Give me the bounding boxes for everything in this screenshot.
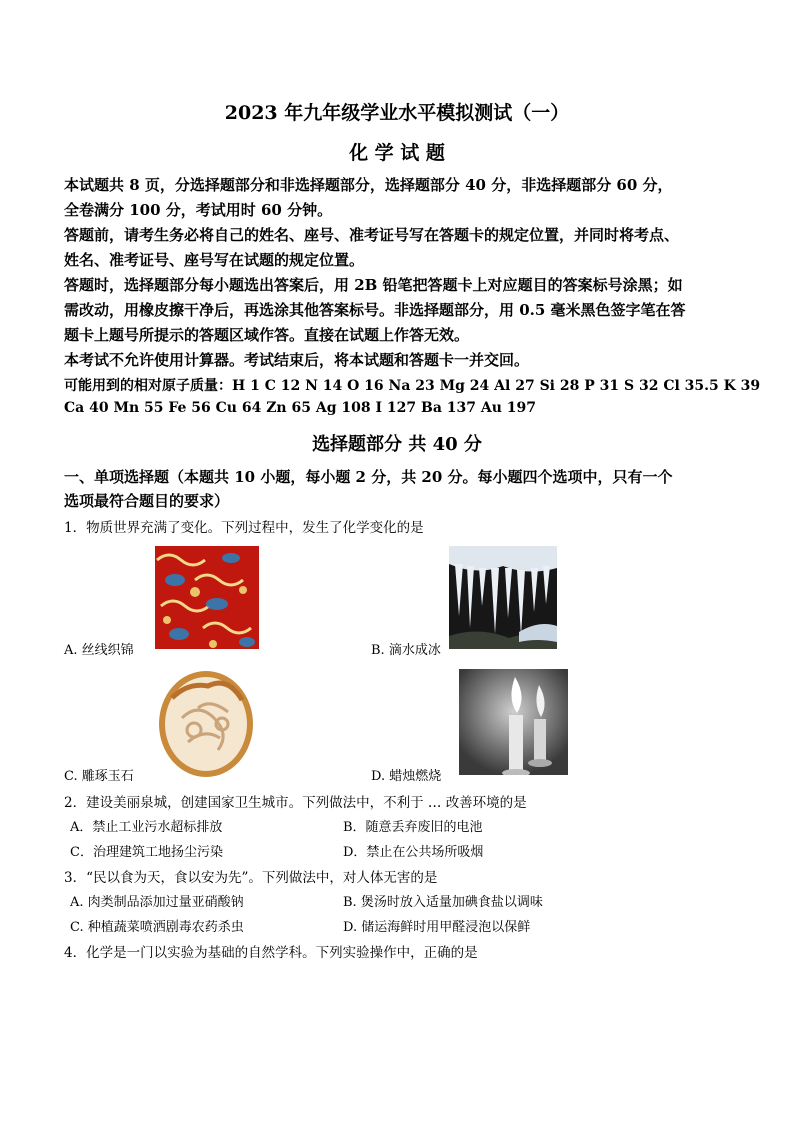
question-2-stem <box>64 791 527 811</box>
q3-option-a: A. 肉类制品添加过量亚硝酸钠 <box>70 895 244 910</box>
atomic-mass-line: Ca 40 Mn 55 Fe 56 Cu 64 Zn 65 Ag 108 I 127 Ba 137 Au 197 <box>64 400 537 416</box>
brocade-image <box>155 546 259 649</box>
part-heading: 选项最符合题目的要求） <box>64 492 230 510</box>
instruction-line: 全卷满分 100 分，考试用时 60 分钟。 <box>64 201 333 219</box>
q2-stem-text: 2．建设美丽泉城，创建国家卫生城市。下列做法中，不利于 <box>64 795 424 811</box>
q2-option-c: C．治理建筑工地扬尘污染 <box>70 845 223 860</box>
instruction-line: 本试题共 8 页，分选择题部分和非选择题部分，选择题部分 40 分，非选择题部分 60 分， <box>64 176 673 194</box>
q2-stem-end: 改善环境的是 <box>445 795 527 811</box>
question-4-stem: 4．化学是一门以实验为基础的自然学科。下列实验操作中，正确的是 <box>64 945 478 961</box>
q1-option-c: C. 雕琢玉石 <box>64 769 134 784</box>
q2-option-d: D．禁止在公共场所吸烟 <box>343 845 484 860</box>
candle-image <box>459 669 568 775</box>
q2-option-a: A．禁止工业污水超标排放 <box>70 820 223 835</box>
section-title: 选择题部分 共 40 分 <box>312 434 482 455</box>
part-heading: 一、单项选择题（本题共 10 小题，每小题 2 分，共 20 分。每小题四个选项中，只有一个 <box>64 468 673 486</box>
instruction-line: 答题时，选择题部分每小题选出答案后，用 2B 铅笔把答题卡上对应题目的答案标号涂黑；如 <box>64 276 683 294</box>
instruction-line: 本考试不允许使用计算器。考试结束后，将本试题和答题卡一并交回。 <box>64 351 530 369</box>
exam-title: 2023 年九年级学业水平模拟测试（一） <box>224 102 570 124</box>
instruction-line: 答题前，请考生务必将自己的姓名、座号、准考证号写在答题卡的规定位置，并同时将考点、 <box>64 226 680 244</box>
question-1-stem: 1．物质世界充满了变化。下列过程中，发生了化学变化的是 <box>64 520 424 536</box>
instruction-line: 题卡上题号所提示的答题区域作答。直接在试题上作答无效。 <box>64 326 470 344</box>
q3-option-c: C. 种植蔬菜喷洒剧毒农药杀虫 <box>70 920 244 935</box>
atomic-mass-line: 可能用到的相对原子质量：H 1 C 12 N 14 O 16 Na 23 Mg 24 Al 27 Si 28 P 31 S 32 Cl 35.5 K 39 <box>64 378 761 394</box>
q2-emphasis-dots: … <box>427 795 442 811</box>
subject-title: 化 学 试 题 <box>349 142 445 164</box>
q3-option-b: B. 煲汤时放入适量加碘食盐以调味 <box>343 895 543 910</box>
instruction-line: 需改动，用橡皮擦干净后，再选涂其他答案标号。非选择题部分，用 0.5 毫米黑色签字笔在答 <box>64 301 686 319</box>
jade-image <box>158 668 253 778</box>
q3-option-d: D. 储运海鲜时用甲醛浸泡以保鲜 <box>343 920 531 935</box>
q2-option-b: B．随意丢弃废旧的电池 <box>343 820 483 835</box>
q1-option-a: A. 丝线织锦 <box>64 643 134 658</box>
q1-option-d: D. 蜡烛燃烧 <box>371 769 442 784</box>
icicle-image <box>449 546 557 649</box>
q1-option-b: B. 滴水成冰 <box>371 643 441 658</box>
question-3-stem: 3．“民以食为天，食以安为先”。下列做法中，对人体无害的是 <box>64 870 438 886</box>
instruction-line: 姓名、准考证号、座号写在试题的规定位置。 <box>64 251 365 269</box>
